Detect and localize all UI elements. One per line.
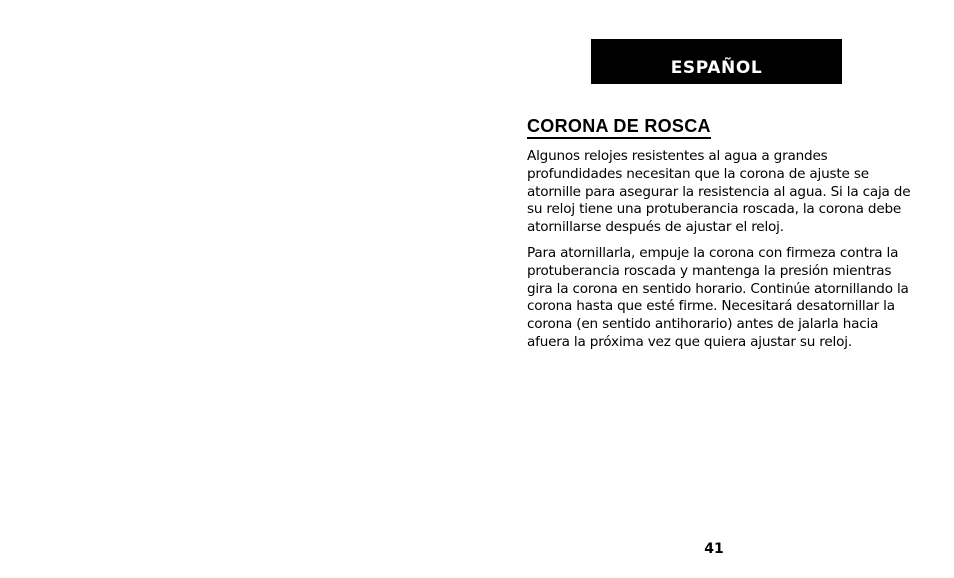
paragraph-2: Para atornillarla, empuje la corona con firmeza contra la protuberancia roscada y mantenga la presión mientras gira la corona en sentido horario. Continúe atornillando la corona hasta que esté firme. Necesitará desatornillar la corona (en sentido antihorario) antes de jalarla hacia afuera la próxima vez que quiera ajustar su reloj.	[527, 244, 909, 350]
language-banner	[591, 39, 842, 84]
language-label: ESPAÑOL	[670, 58, 763, 78]
section-title: CORONA DE ROSCA	[527, 116, 711, 139]
section-content	[527, 116, 912, 360]
page-number: 41	[704, 541, 724, 557]
paragraph-1: Algunos relojes resistentes al agua a grandes profundidades necesitan que la corona de ajuste se atornille para asegurar la resistencia al agua. Si la caja de su reloj tiene una protuberancia roscada, la corona debe atornillarse después de ajustar el reloj.	[527, 148, 911, 236]
